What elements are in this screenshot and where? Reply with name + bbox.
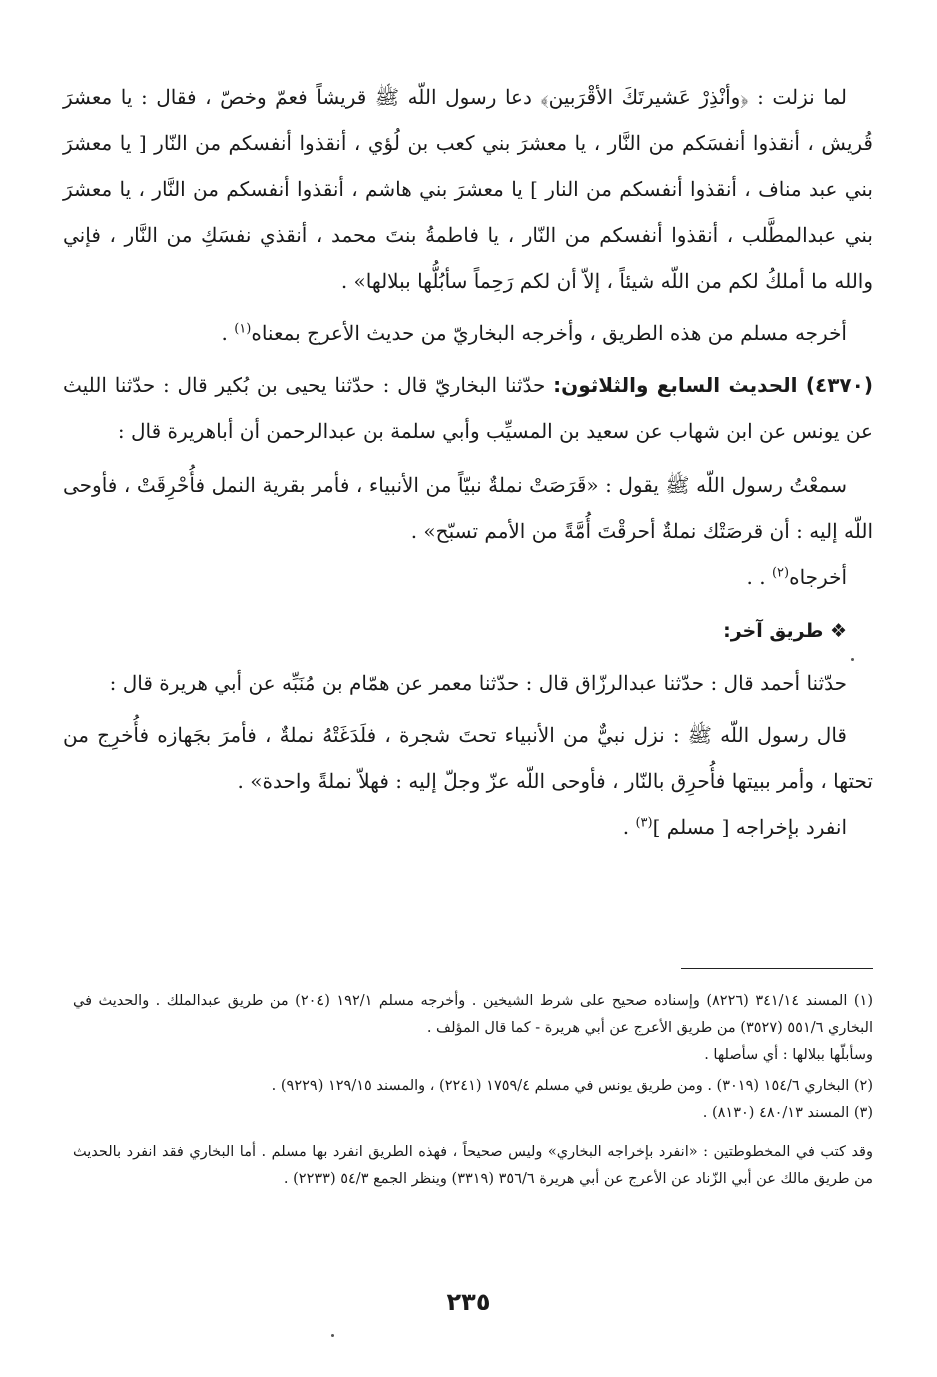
paragraph-2-end: .	[221, 321, 235, 345]
paragraph-1: لما نزلت : ﴿وأنْذِرْ عَشيرتَكَ الأقْرَبين﴾ دعا رسول اللّه ﷺ قريشاً فعمّ وخصّ ، فقال : يا معشرَ قُريش ، أنقذوا أنفسَكم من النَّار ، يا معشرَ بني كعب بن لُؤي ، أنقذوا أنفسكم من النّار [ يا معشرَ بني عبد مناف ، أنقذوا أنفسكم من النار ] يا معشرَ بني هاشم ، أنقذوا أنفسكم من النَّار ، يا معشرَ بني عبدالمطَّلب ، أنقذوا أنفسكم من النّار ، يا فاطمةُ بنتَ محمد ، أنقذي نفسَكِ من النَّار ، فإني والله ما أملكُ لكم من اللّه شيئاً ، إلاّ أن لكم رَحِماً سأبُلُّها ببلالها» .	[63, 85, 873, 293]
footnote-ref-1[interactable]: (١)	[234, 321, 252, 337]
paragraph-4-end: . .	[746, 565, 772, 589]
paragraph-6: قال رسول اللّه ﷺ : نزل نبيٌّ من الأنبياء تحتَ شجرة ، فلَدَغَتْهُ نملةٌ ، فأمرَ بجَهازه فأُخرِج من تحتها ، وأمر ببيتها فأُحرِق بالنّار ، فأوحى اللّه عزّ وجلّ إليه : فهلاّ نملةً واحدة» .	[63, 723, 873, 793]
route-heading: ❖ طريق آخر:	[723, 620, 847, 642]
paragraph-7-text: انفرد بإخراجه [ مسلم ]	[652, 815, 847, 839]
footnote-ref-2[interactable]: (٢)	[771, 565, 790, 581]
hadith-heading: (٤٣٧٠) الحديث السابع والثلاثون:	[553, 373, 873, 397]
footnote-ref-3[interactable]: (٣)	[635, 815, 653, 831]
paragraph-3: سمعْتُ رسول اللّه ﷺ يقول : «قَرَصَتْ نملةٌ نبيّاً من الأنبياء ، فأمر بقرية النمل فأُحْرِقَتْ ، فأوحى اللّه إليه : أن قرصَتْك نملةٌ أحرقْتَ أُمَّةً من الأمم تسبّح» .	[63, 473, 873, 543]
footnote-2: (٢) البخاري ١٥٤/٦ (٣٠١٩) . ومن طريق يونس في مسلم ١٧٥٩/٤ (٢٢٤١) ، والمسند ١٢٩/١٥ (٩٢٢٩) .	[271, 1078, 873, 1094]
main-text	[63, 74, 873, 850]
footnote-3: (٣) المسند ٤٨٠/١٣ (٨١٣٠) .	[702, 1105, 873, 1121]
paragraph-7-end: .	[622, 815, 636, 839]
footnote-1-note: وسأبلّها ببلالها : أي سأصلها .	[704, 1047, 873, 1063]
paragraph-5: حدّثنا أحمد قال : حدّثنا عبدالرزّاق قال : حدّثنا معمر عن همّام بن مُنَبِّه عن أبي هريرة قال :	[109, 671, 847, 695]
footnotes	[73, 988, 873, 1193]
paragraph-2	[63, 310, 873, 356]
footnote-1: (١) المسند ٣٤١/١٤ (٨٢٢٦) وإسناده صحيح على شرط الشيخين . وأخرجه مسلم ١٩٢/١ (٢٠٤) من طريق عبدالملك . والحديث في البخاري ٥٥١/٦ (٣٥٢٧) من طريق الأعرج عن أبي هريرة - كما قال المؤلف .	[73, 993, 873, 1036]
page-number: ٢٣٥	[446, 1288, 491, 1316]
footnote-3-note: وقد كتب في المخطوطتين : «انفرد بإخراجه البخاري» وليس صحيحاً ، فهذه الطريق انفرد بها مسلم . أما البخاري فقد انفرد بالحديث من طريق مالك عن أبي الزّناد عن الأعرج عن أبي هريرة ٣٥٦/٦ (٣٣١٩) وينظر الجمع ٥٤/٣ (٢٢٣٣) .	[73, 1144, 873, 1187]
hadith-isnad: حدّثنا البخاريّ قال : حدّثنا يحيى بن بُكير قال : حدّثنا الليث عن يونس عن ابن شهاب عن سعيد بن المسيِّب وأبي سلمة بن عبدالرحمن أن أباهريرة قال :	[63, 373, 873, 443]
paragraph-4	[63, 554, 873, 600]
scan-speck	[331, 1334, 334, 1337]
paragraph-2-text: أخرجه مسلم من هذه الطريق ، وأخرجه البخاريّ من حديث الأعرج بمعناه	[251, 321, 847, 345]
scan-speck	[851, 658, 854, 661]
hadith-paragraph	[63, 362, 873, 454]
paragraph-7	[63, 804, 873, 850]
paragraph-4-text: أخرجاه	[789, 565, 847, 589]
footnote-divider	[681, 968, 873, 969]
